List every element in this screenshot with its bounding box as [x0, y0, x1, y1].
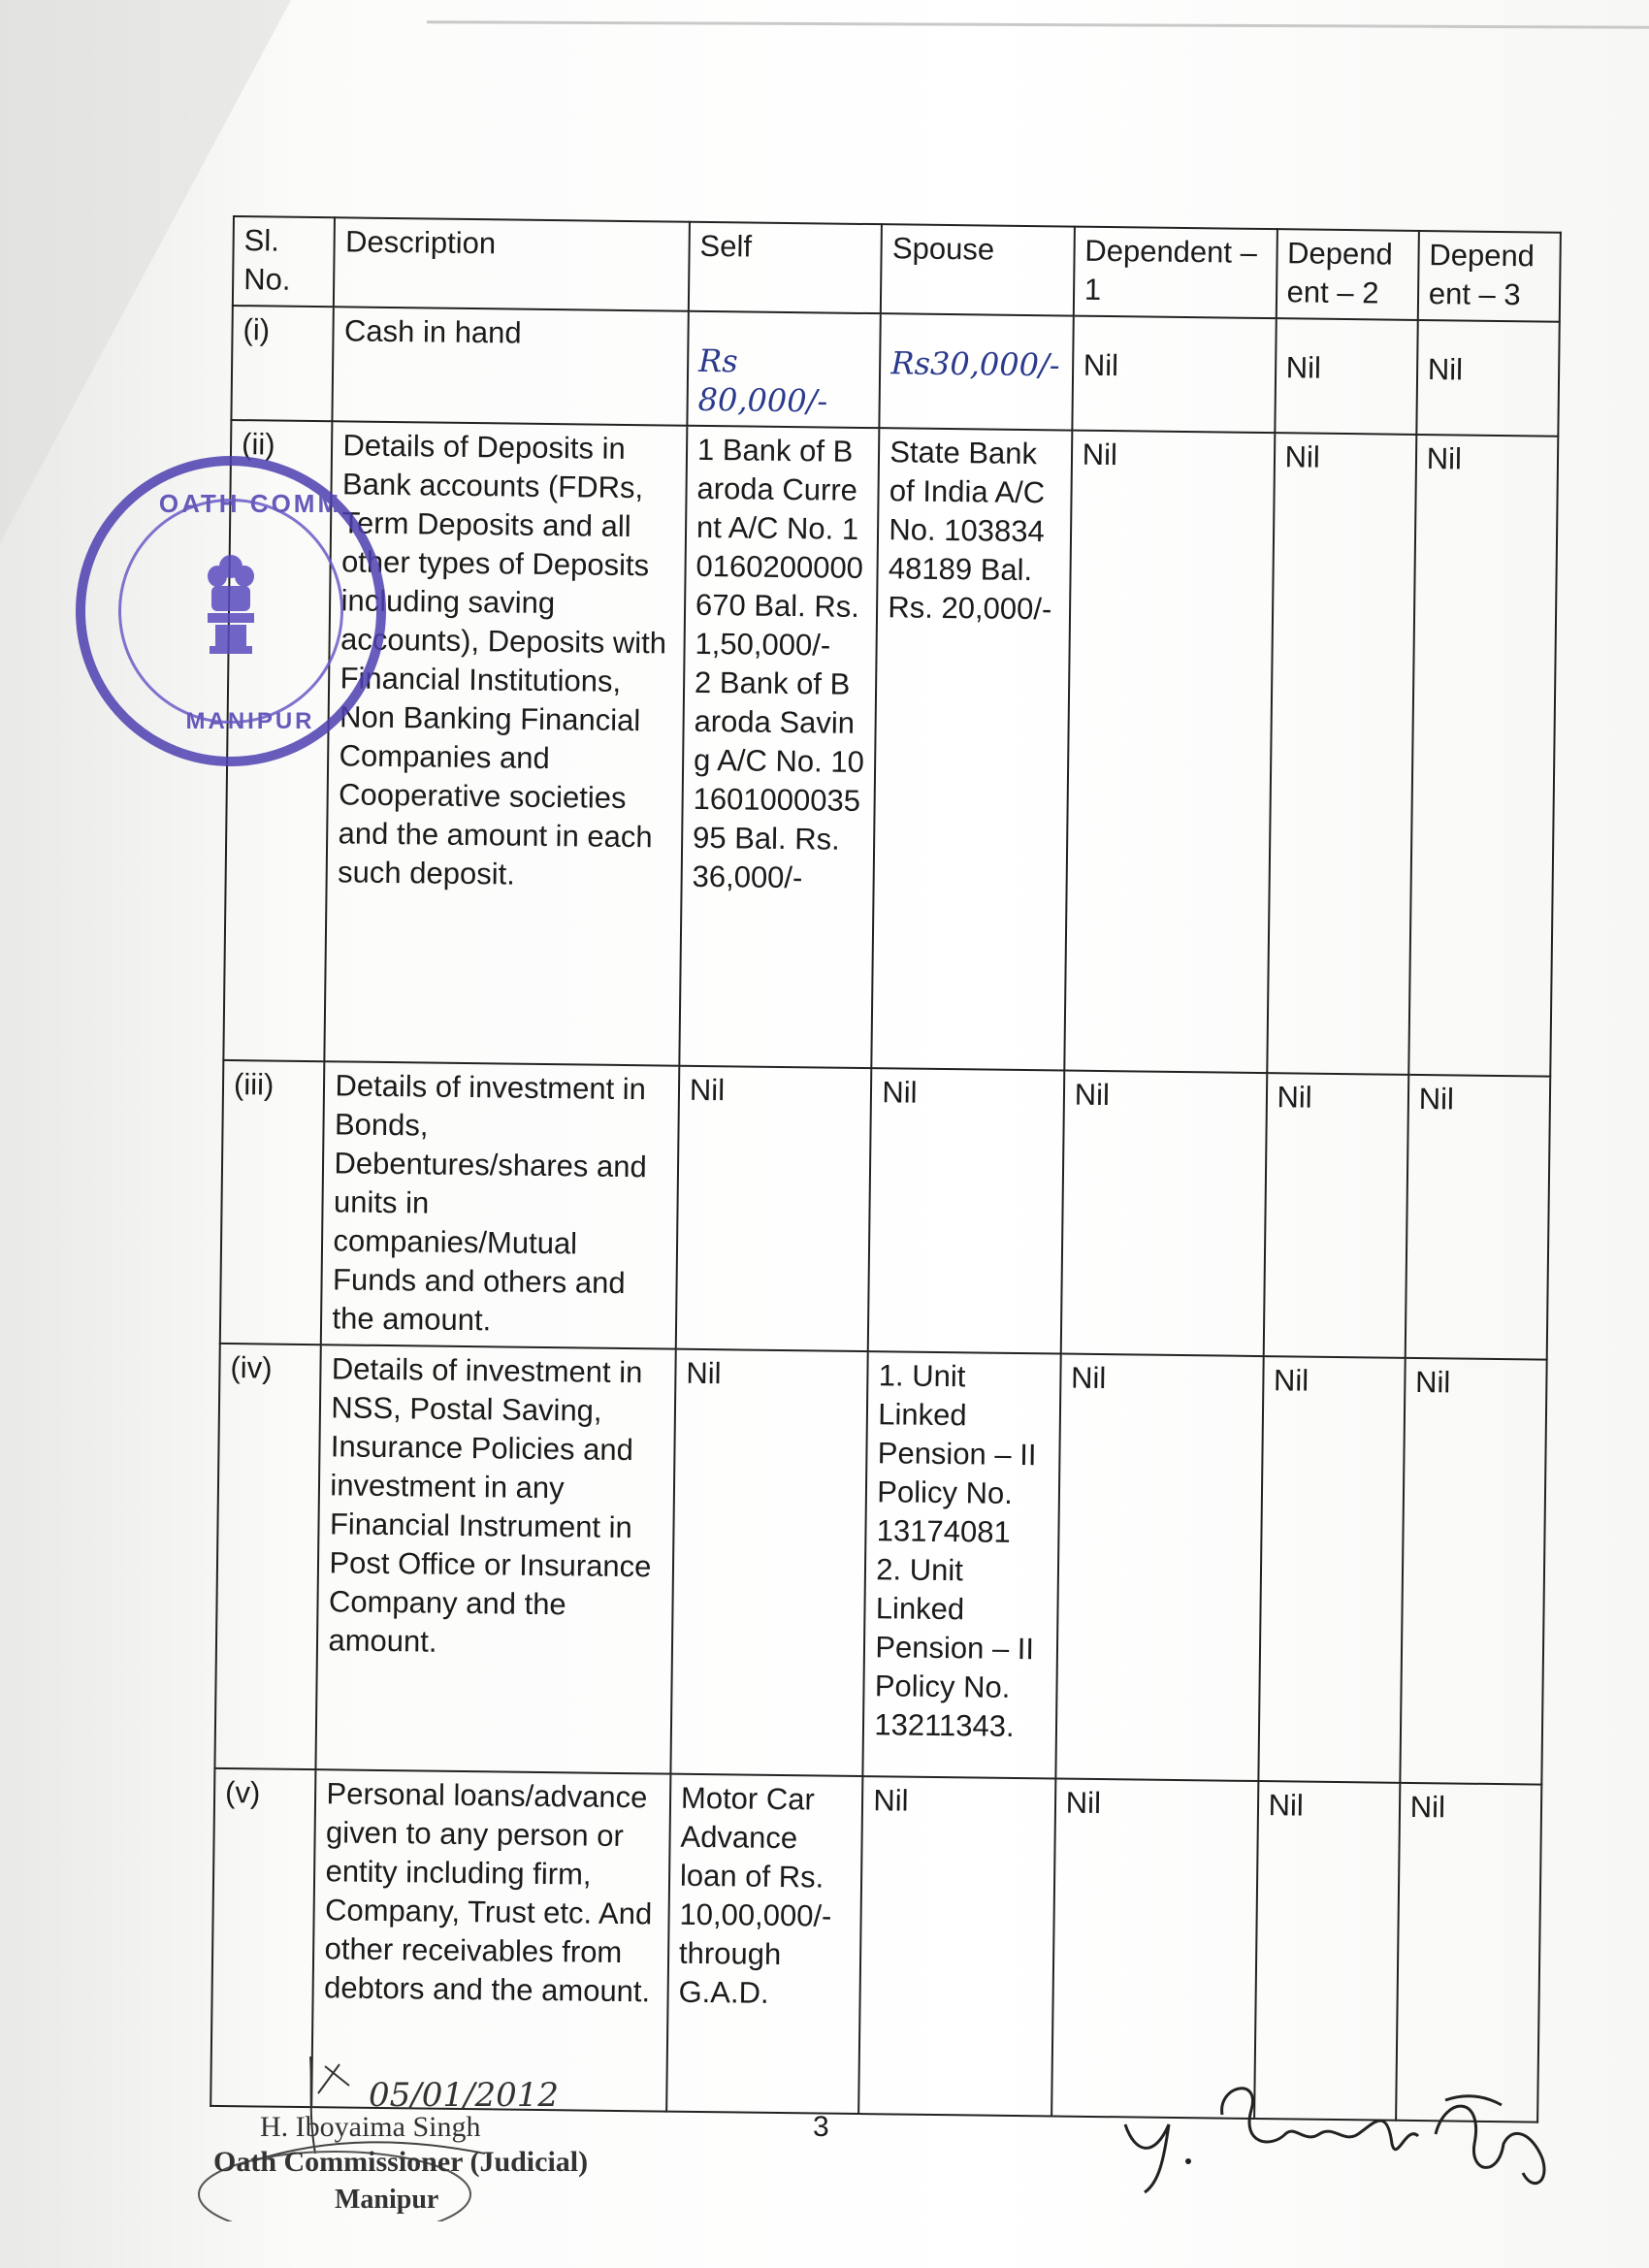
handwritten-self-cash: Rs 80,000/- — [697, 341, 828, 420]
row-self: Nil — [676, 1066, 872, 1351]
row-dependent-2: Nil — [1267, 433, 1416, 1075]
self-deposit-2: 2 Bank of Baroda Saving A/C No. 10160100003595 Bal. Rs. 36,000/- — [692, 664, 865, 895]
spouse-policy-1: 1. Unit Linked Pension – II Policy No. 13174081 — [876, 1358, 1037, 1549]
row-sl-no: (iv) — [214, 1344, 321, 1769]
row-dependent-1: Nil — [1064, 431, 1275, 1074]
row-spouse — [863, 1351, 1061, 1778]
row-dependent-1: Nil — [1051, 1778, 1258, 2119]
row-dependent-1: Nil — [1055, 1354, 1263, 1782]
row-description: Personal loans/advance given to any person or entity including firm, Company, Trust etc. And other receivables from debtors and the amount. — [312, 1769, 671, 2111]
dependent-3-value: Nil — [1427, 352, 1464, 387]
dependent-1-value: Nil — [1083, 347, 1119, 383]
row-dependent-3: Nil — [1405, 1075, 1550, 1360]
row-dependent-3: Nil — [1408, 435, 1558, 1077]
row-dependent-2: Nil — [1254, 1781, 1400, 2121]
row-spouse: Nil — [858, 1776, 1055, 2116]
page-top-edge — [427, 20, 1649, 28]
row-dependent-2: Nil — [1258, 1356, 1406, 1783]
handwritten-date: 05/01/2012 — [369, 2076, 559, 2115]
row-dependent-3: Nil — [1400, 1358, 1547, 1785]
deponent-signature — [1116, 2066, 1562, 2202]
row-dependent-3 — [1416, 320, 1560, 437]
page-number: 3 — [813, 2111, 829, 2143]
table-row — [223, 420, 1558, 1077]
commissioner-title: Oath Commissioner (Judicial) — [213, 2146, 589, 2178]
row-description: Cash in hand — [333, 307, 689, 425]
row-spouse — [880, 313, 1074, 430]
row-self — [687, 311, 881, 428]
row-description: Details of investment in NSS, Postal Saving, Insurance Policies and investment in any Financial Instrument in Post Office or Insurance Company and the amount. — [316, 1345, 676, 1773]
spouse-policy-2: 2. Unit Linked Pension – II Policy No. 13211343. — [874, 1552, 1035, 1743]
row-spouse: State Bank of India A/C No. 10383448189 Bal. Rs. 20,000/- — [872, 428, 1072, 1070]
seal-top-text: OATH COMM — [158, 489, 342, 518]
row-dependent-1 — [1072, 316, 1276, 434]
header-self: Self — [689, 222, 883, 313]
header-spouse: Spouse — [881, 224, 1075, 315]
commissioner-name: H. Iboyaima Singh — [260, 2111, 481, 2143]
row-dependent-2: Nil — [1263, 1073, 1408, 1358]
table-header-row — [233, 216, 1561, 322]
header-dependent-3: Depend ent – 3 — [1418, 231, 1561, 322]
row-description: Details of Deposits in Bank accounts (FDRs, Term Deposits and all other types of Deposits including saving accounts), Deposits with Financial Institutions, Non Banking Financial Companies and Cooperative societies and the amount in each such deposit. — [325, 421, 688, 1065]
header-description: Description — [334, 217, 690, 310]
row-self: Motor Car Advance loan of Rs. 10,00,000/- through G.A.D. — [666, 1774, 863, 2114]
dependent-2-value: Nil — [1285, 350, 1322, 385]
table-row — [231, 306, 1559, 437]
table-row — [220, 1060, 1550, 1360]
row-self — [679, 426, 879, 1068]
row-sl-no: (iii) — [220, 1060, 325, 1345]
row-description: Details of investment in Bonds, Debentures/shares and units in companies/Mutual Funds and others and the amount. — [321, 1061, 679, 1348]
row-self: Nil — [670, 1349, 868, 1776]
table-row — [214, 1344, 1546, 1785]
assets-table-wrapper — [210, 215, 1562, 2123]
self-deposit-1: 1 Bank of Baroda Current A/C No. 10160200000670 Bal. Rs. 1,50,000/- — [695, 432, 864, 663]
row-dependent-2 — [1275, 318, 1418, 435]
commissioner-place: Manipur — [335, 2185, 439, 2215]
seal-bottom-text: MANIPUR — [185, 708, 315, 734]
row-dependent-3: Nil — [1396, 1783, 1541, 2122]
row-sl-no: (v) — [210, 1768, 316, 2107]
header-sl-no: Sl. No. — [233, 216, 336, 307]
handwritten-spouse-cash: Rs30,000/- — [890, 344, 1060, 384]
row-dependent-1: Nil — [1060, 1071, 1266, 1357]
row-sl-no: (i) — [231, 306, 334, 421]
header-dependent-2: Depend ent – 2 — [1276, 229, 1418, 320]
official-seal — [76, 456, 386, 766]
row-spouse: Nil — [868, 1068, 1064, 1353]
row-sl-no: (ii) — [223, 420, 332, 1061]
header-dependent-1: Dependent – 1 — [1074, 227, 1277, 319]
ashoka-emblem-icon — [200, 551, 262, 658]
assets-table — [210, 215, 1562, 2123]
